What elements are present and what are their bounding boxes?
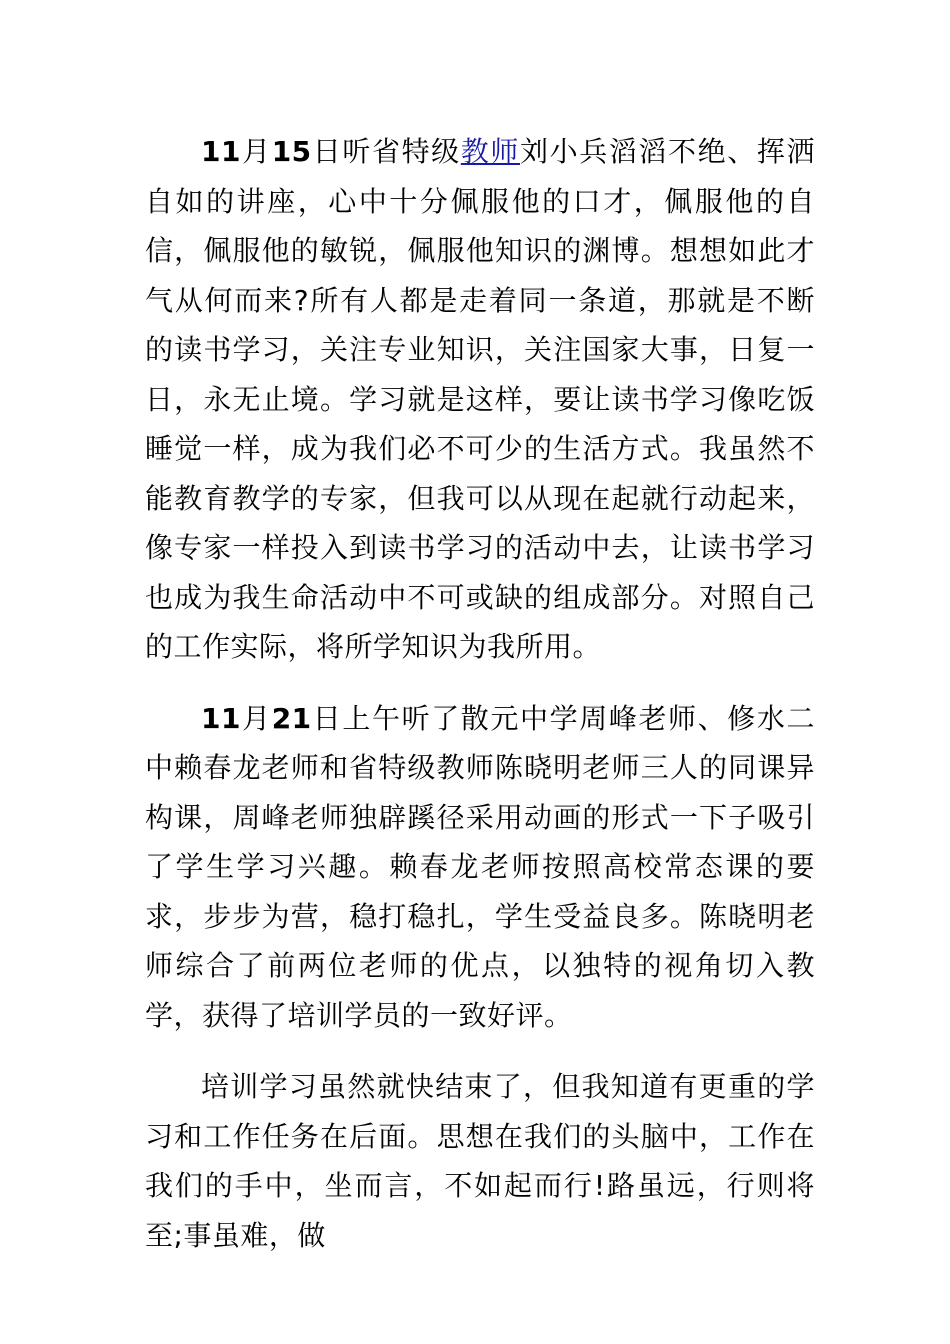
text-after-link: 刘小兵滔滔不绝、挥洒自如的讲座，心中十分佩服他的口才，佩服他的自信，佩服他的敏锐，佩服他知识的渊博。想想如此才气从何而来?所有人都是走着同一条道，那就是不断的读书学习，关注专业知识，关注国家大事，日复一日，永无止境。学习就是这样，要让读书学习像吃饭睡觉一样，成为我们必不可少的生活方式。我虽然不能教育教学的专家，但我可以从现在起就行动起来，像专家一样投入到读书学习的活动中去，让读书学习也成为我生命活动中不可或缺的组成部分。对照自己的工作实际，将所学知识为我所用。 xyxy=(145,135,815,663)
date-month: 11 xyxy=(201,701,241,735)
paragraph-classes xyxy=(145,694,815,1041)
month-char: 月 xyxy=(240,701,272,735)
teacher-link[interactable]: 教师 xyxy=(460,135,521,168)
paragraph-text: 日上午听了散元中学周峰老师、修水二中赖春龙老师和省特级教师陈晓明老师三人的同课异构课，周峰老师独辟蹊径采用动画的形式一下子吸引了学生学习兴趣。赖春龙老师按照高校常态课的要求，步步为营，稳打稳扎，学生受益良多。陈晓明老师综合了前两位老师的优点，以独特的视角切入教学，获得了培训学员的一致好评。 xyxy=(145,701,815,1032)
date-day: 21 xyxy=(271,701,312,735)
month-char: 月 xyxy=(240,135,272,168)
paragraph-lecture xyxy=(145,127,815,672)
document-page xyxy=(145,127,815,1282)
date-day: 15 xyxy=(271,135,312,168)
paragraph-conclusion xyxy=(145,1062,815,1260)
paragraph-text: 培训学习虽然就快结束了，但我知道有更重的学习和工作任务在后面。思想在我们的头脑中，工作在我们的手中，坐而言，不如起而行!路虽远，行则将至;事虽难，做 xyxy=(145,1070,815,1252)
text-before-link: 日听省特级 xyxy=(311,135,461,168)
date-month: 11 xyxy=(201,135,241,168)
